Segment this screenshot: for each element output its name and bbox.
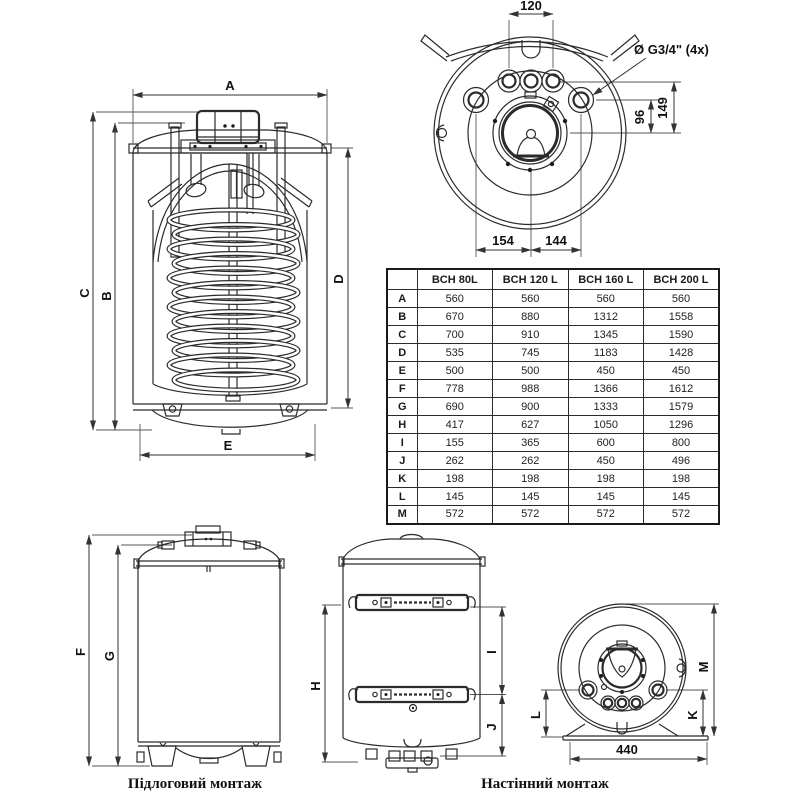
dimension-value-cell: 1590: [644, 326, 720, 344]
dim-label-K: K: [685, 710, 700, 720]
dimension-value-cell: 670: [417, 308, 493, 326]
dimension-value-cell: 900: [493, 398, 569, 416]
front-view-tank-body: [129, 123, 331, 434]
dimension-value-cell: 500: [417, 362, 493, 380]
dim-label-L: L: [528, 711, 543, 719]
dim-label-149: 149: [655, 97, 670, 119]
bottom-view-ports: [579, 681, 667, 710]
dimensions-table-body: [387, 290, 719, 524]
dim-label-120: 120: [520, 0, 542, 13]
dimension-value-cell: 1558: [644, 308, 720, 326]
dimension-value-cell: 450: [644, 362, 720, 380]
table-row: [387, 344, 719, 362]
table-row: [387, 452, 719, 470]
top-view: [421, 0, 709, 257]
dim-label-96: 96: [632, 109, 647, 125]
table-header-bch-200l: BCH 200 L: [644, 269, 720, 290]
row-label: G: [387, 398, 417, 416]
dimension-value-cell: 800: [644, 434, 720, 452]
wall-view-dimensions: [308, 605, 506, 762]
dimension-value-cell: 145: [644, 488, 720, 506]
table-header-bch-120l: BCH 120 L: [493, 269, 569, 290]
bottom-view-side-tab: [677, 659, 686, 677]
caption-floor-mount: Підлоговий монтаж: [127, 776, 263, 792]
dimension-value-cell: 262: [417, 452, 493, 470]
row-label: I: [387, 434, 417, 452]
row-label: D: [387, 344, 417, 362]
table-row: [387, 416, 719, 434]
dimension-value-cell: 198: [644, 470, 720, 488]
table-row: [387, 488, 719, 506]
dimension-value-cell: 535: [417, 344, 493, 362]
dimension-value-cell: 572: [644, 506, 720, 524]
table-row: [387, 398, 719, 416]
dim-label-B: B: [99, 291, 114, 301]
dimension-value-cell: 198: [493, 470, 569, 488]
dim-label-G: G: [102, 650, 117, 662]
port-thread-label: Ø G3/4" (4x): [634, 42, 709, 57]
dimension-value-cell: 155: [417, 434, 493, 452]
dim-label-144: 144: [545, 233, 567, 248]
row-label: E: [387, 362, 417, 380]
mounting-bracket-lower: [349, 687, 475, 702]
dimension-value-cell: 262: [493, 452, 569, 470]
dim-label-440: 440: [616, 742, 638, 757]
front-view-internals: [185, 153, 265, 401]
table-row: [387, 380, 719, 398]
table-header-row: [387, 269, 719, 290]
dim-label-I: I: [484, 650, 499, 654]
dimension-value-cell: 700: [417, 326, 493, 344]
row-label: B: [387, 308, 417, 326]
floor-view-cap: [158, 526, 260, 549]
row-label: K: [387, 470, 417, 488]
dimension-value-cell: 745: [493, 344, 569, 362]
dimension-value-cell: 1366: [568, 380, 644, 398]
row-label: A: [387, 290, 417, 308]
dimension-value-cell: 690: [417, 398, 493, 416]
dimension-value-cell: 496: [644, 452, 720, 470]
bottom-view-dimensions: [528, 604, 719, 765]
dimension-value-cell: 560: [417, 290, 493, 308]
row-label: C: [387, 326, 417, 344]
dimension-value-cell: 1050: [568, 416, 644, 434]
dimension-value-cell: 910: [493, 326, 569, 344]
dimension-value-cell: 1579: [644, 398, 720, 416]
dimension-value-cell: 1345: [568, 326, 644, 344]
dimension-value-cell: 417: [417, 416, 493, 434]
dimension-value-cell: 145: [417, 488, 493, 506]
row-label: L: [387, 488, 417, 506]
table-row: [387, 362, 719, 380]
dimension-value-cell: 572: [493, 506, 569, 524]
dimension-value-cell: 1296: [644, 416, 720, 434]
table-row: [387, 506, 719, 524]
dimension-value-cell: 572: [568, 506, 644, 524]
dim-label-J: J: [484, 723, 499, 731]
row-label: F: [387, 380, 417, 398]
floor-view-dimensions: [73, 535, 192, 766]
front-view-flange-assembly: [181, 111, 275, 153]
table-row: [387, 290, 719, 308]
thermostat-cover: [197, 111, 259, 143]
dimension-value-cell: 1612: [644, 380, 720, 398]
dim-label-H: H: [308, 681, 323, 691]
table-header-bch-80l: BCH 80L: [417, 269, 493, 290]
dimension-value-cell: 1333: [568, 398, 644, 416]
table-row: [387, 326, 719, 344]
dim-label-C: C: [77, 288, 92, 298]
dimension-value-cell: 450: [568, 452, 644, 470]
dimension-value-cell: 198: [568, 470, 644, 488]
dim-label-E: E: [223, 438, 233, 453]
caption-wall-mount: Настінний монтаж: [481, 776, 609, 792]
dimension-value-cell: 198: [417, 470, 493, 488]
dim-label-A: A: [225, 78, 235, 93]
row-label: H: [387, 416, 417, 434]
dimension-value-cell: 1312: [568, 308, 644, 326]
side-tab: [437, 125, 447, 141]
table-header-bch-160l: BCH 160 L: [568, 269, 644, 290]
wall-view-bottom-fittings: [366, 749, 457, 772]
table-header-corner: [387, 269, 417, 290]
row-label: M: [387, 506, 417, 524]
dimension-value-cell: 365: [493, 434, 569, 452]
bottom-view-flange: [598, 641, 646, 694]
table-row: [387, 434, 719, 452]
heating-coil: [169, 210, 298, 390]
table-row: [387, 308, 719, 326]
dimension-value-cell: 988: [493, 380, 569, 398]
dim-label-F: F: [73, 648, 88, 656]
dimensions-table: [386, 268, 720, 525]
top-view-flange: [493, 92, 567, 172]
front-view: [77, 78, 353, 461]
table-row: [387, 470, 719, 488]
dimension-value-cell: 145: [493, 488, 569, 506]
dim-label-154: 154: [492, 233, 514, 248]
dimension-value-cell: 572: [417, 506, 493, 524]
dimension-value-cell: 778: [417, 380, 493, 398]
dimension-value-cell: 627: [493, 416, 569, 434]
dimension-value-cell: 145: [568, 488, 644, 506]
dimension-value-cell: 450: [568, 362, 644, 380]
dimension-value-cell: 560: [493, 290, 569, 308]
wall-mount-view: [308, 535, 506, 773]
dimension-value-cell: 1183: [568, 344, 644, 362]
hanging-bracket-top: [421, 35, 639, 61]
dimension-value-cell: 600: [568, 434, 644, 452]
dimension-value-cell: 1428: [644, 344, 720, 362]
mounting-bracket-upper: [349, 595, 475, 610]
dimension-value-cell: 560: [644, 290, 720, 308]
dim-label-D: D: [331, 274, 346, 284]
row-label: J: [387, 452, 417, 470]
dim-label-M: M: [696, 661, 711, 673]
floor-mount-view: [73, 526, 284, 766]
dimension-value-cell: 560: [568, 290, 644, 308]
dimension-value-cell: 500: [493, 362, 569, 380]
bottom-view: [528, 604, 719, 765]
dimension-value-cell: 880: [493, 308, 569, 326]
